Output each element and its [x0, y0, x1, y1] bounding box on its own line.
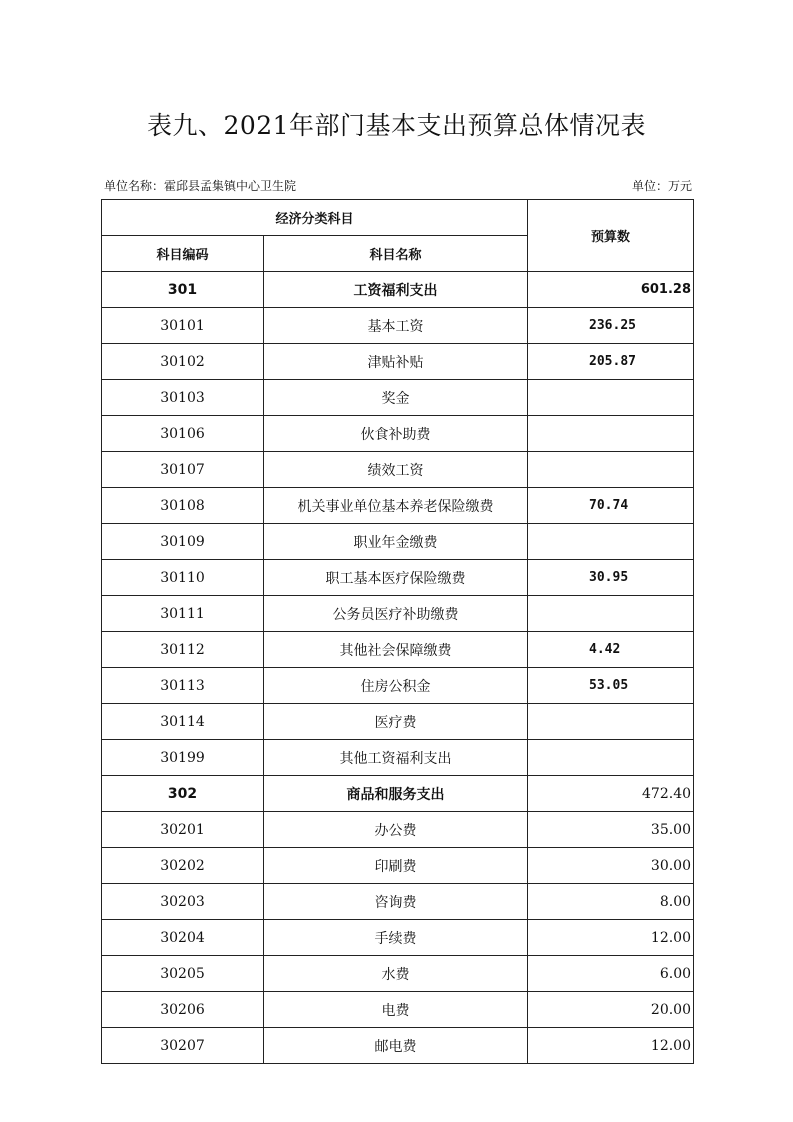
row-amount: [528, 452, 694, 488]
unit-name-label: 单位名称：霍邱县孟集镇中心卫生院: [104, 179, 297, 193]
row-amount: 4.42: [528, 632, 694, 668]
table-row: [102, 452, 694, 488]
row-code: 30204: [102, 920, 264, 956]
header-code: 科目编码: [102, 236, 264, 272]
table-row: [102, 776, 694, 812]
table-row: [102, 560, 694, 596]
row-amount: [528, 416, 694, 452]
row-name: 职业年金缴费: [264, 524, 528, 560]
row-name: 伙食补助费: [264, 416, 528, 452]
budget-table: [101, 199, 694, 1064]
row-name: 其他社会保障缴费: [264, 632, 528, 668]
row-code: 30109: [102, 524, 264, 560]
row-code: 30113: [102, 668, 264, 704]
row-code: 30102: [102, 344, 264, 380]
row-code: 30205: [102, 956, 264, 992]
table-row: [102, 848, 694, 884]
row-name: 水费: [264, 956, 528, 992]
row-name: 津贴补贴: [264, 344, 528, 380]
row-code: 30202: [102, 848, 264, 884]
row-name: 基本工资: [264, 308, 528, 344]
row-code: 30111: [102, 596, 264, 632]
row-amount: 8.00: [528, 884, 694, 920]
row-code: 30107: [102, 452, 264, 488]
row-code: 30103: [102, 380, 264, 416]
table-row: [102, 812, 694, 848]
row-name: 咨询费: [264, 884, 528, 920]
table-body: [102, 272, 694, 1064]
row-name: 职工基本医疗保险缴费: [264, 560, 528, 596]
row-amount: 30.00: [528, 848, 694, 884]
table-row: [102, 956, 694, 992]
header-amount: 预算数: [528, 200, 694, 272]
row-name: 公务员医疗补助缴费: [264, 596, 528, 632]
table-row: [102, 668, 694, 704]
table-row: [102, 344, 694, 380]
row-name: 商品和服务支出: [264, 776, 528, 812]
row-amount: [528, 740, 694, 776]
row-code: 30199: [102, 740, 264, 776]
row-name: 印刷费: [264, 848, 528, 884]
unit-label: 单位：万元: [631, 179, 692, 193]
row-code: 30108: [102, 488, 264, 524]
row-name: 医疗费: [264, 704, 528, 740]
row-amount: 236.25: [528, 308, 694, 344]
row-amount: 53.05: [528, 668, 694, 704]
table-row: [102, 740, 694, 776]
row-amount: 70.74: [528, 488, 694, 524]
row-name: 奖金: [264, 380, 528, 416]
row-code: 30110: [102, 560, 264, 596]
row-code: 30207: [102, 1028, 264, 1064]
row-amount: [528, 524, 694, 560]
row-code: 30203: [102, 884, 264, 920]
row-amount: 20.00: [528, 992, 694, 1028]
header-name: 科目名称: [264, 236, 528, 272]
row-code: 30114: [102, 704, 264, 740]
row-amount: 12.00: [528, 920, 694, 956]
row-amount: 35.00: [528, 812, 694, 848]
row-amount: [528, 596, 694, 632]
row-amount: 205.87: [528, 344, 694, 380]
table-row: [102, 704, 694, 740]
table-row: [102, 524, 694, 560]
table-row: [102, 272, 694, 308]
row-name: 办公费: [264, 812, 528, 848]
row-name: 住房公积金: [264, 668, 528, 704]
row-amount: [528, 380, 694, 416]
row-code: 30112: [102, 632, 264, 668]
row-amount: 472.40: [528, 776, 694, 812]
row-name: 其他工资福利支出: [264, 740, 528, 776]
table-row: [102, 632, 694, 668]
table-row: [102, 920, 694, 956]
row-amount: [528, 704, 694, 740]
row-code: 301: [102, 272, 264, 308]
row-name: 电费: [264, 992, 528, 1028]
row-name: 邮电费: [264, 1028, 528, 1064]
row-amount: 601.28: [528, 272, 694, 308]
row-name: 工资福利支出: [264, 272, 528, 308]
row-code: 302: [102, 776, 264, 812]
row-amount: 6.00: [528, 956, 694, 992]
row-name: 手续费: [264, 920, 528, 956]
row-name: 机关事业单位基本养老保险缴费: [264, 488, 528, 524]
table-row: [102, 884, 694, 920]
table-row: [102, 488, 694, 524]
row-code: 30201: [102, 812, 264, 848]
table-row: [102, 1028, 694, 1064]
row-amount: 30.95: [528, 560, 694, 596]
table-row: [102, 308, 694, 344]
header-group: 经济分类科目: [102, 200, 528, 236]
row-name: 绩效工资: [264, 452, 528, 488]
page-title: 表九、2021年部门基本支出预算总体情况表: [146, 111, 647, 140]
table-row: [102, 992, 694, 1028]
row-code: 30101: [102, 308, 264, 344]
row-amount: 12.00: [528, 1028, 694, 1064]
table-row: [102, 380, 694, 416]
row-code: 30206: [102, 992, 264, 1028]
table-row: [102, 416, 694, 452]
row-code: 30106: [102, 416, 264, 452]
table-row: [102, 596, 694, 632]
